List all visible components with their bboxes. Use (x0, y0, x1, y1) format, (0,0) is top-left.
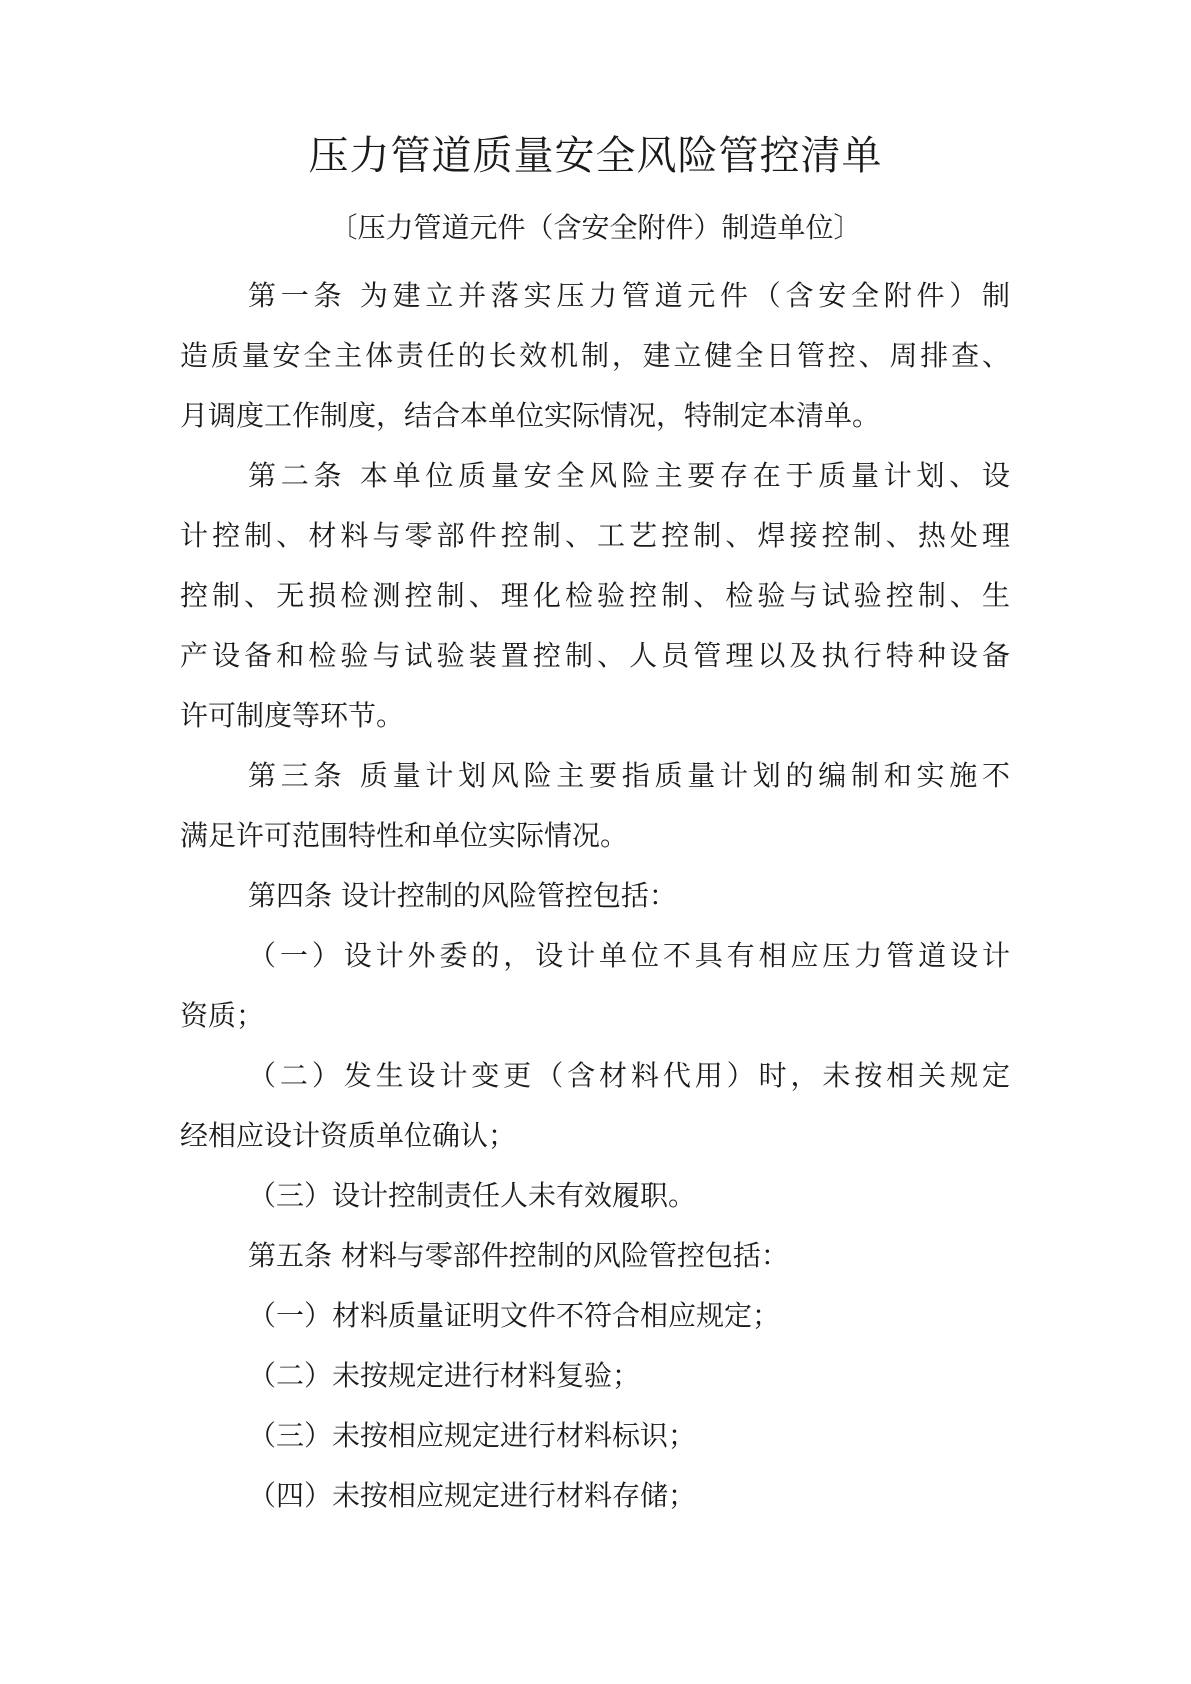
body-text-line: 控制、无损检测控制、理化检验控制、检验与试验控制、生 (180, 579, 1010, 612)
body-text-line: 满足许可范围特性和单位实际情况。 (180, 819, 629, 852)
body-text-line: 第一条 为建立并落实压力管道元件（含安全附件）制 (248, 279, 1010, 312)
body-text-line: （三）未按相应规定进行材料标识； (248, 1419, 697, 1452)
body-text-line: 经相应设计资质单位确认； (180, 1119, 517, 1152)
body-text-line: 资质； (180, 999, 265, 1032)
body-text-line: （二）发生设计变更（含材料代用）时，未按相关规定 (248, 1059, 1010, 1092)
body-text-line: 计控制、材料与零部件控制、工艺控制、焊接控制、热处理 (180, 519, 1010, 552)
body-text-line: （二）未按规定进行材料复验； (248, 1359, 641, 1392)
body-text-line: 月调度工作制度，结合本单位实际情况，特制定本清单。 (180, 399, 881, 432)
body-text-line: （一）设计外委的，设计单位不具有相应压力管道设计 (248, 939, 1010, 972)
document-title: 压力管道质量安全风险管控清单 (308, 133, 883, 179)
body-text-line: （一）材料质量证明文件不符合相应规定； (248, 1299, 781, 1332)
body-text-line: 第二条 本单位质量安全风险主要存在于质量计划、设 (248, 459, 1010, 492)
document-subtitle: 〔压力管道元件（含安全附件）制造单位〕 (329, 211, 862, 244)
body-text-line: 第四条 设计控制的风险管控包括： (248, 879, 677, 912)
body-text-line: （三）设计控制责任人未有效履职。 (248, 1179, 697, 1212)
body-text-line: 许可制度等环节。 (180, 699, 405, 732)
body-text-line: （四）未按相应规定进行材料存储； (248, 1479, 697, 1512)
body-text-line: 造质量安全主体责任的长效机制，建立健全日管控、周排查、 (180, 339, 1010, 372)
body-text-line: 产设备和检验与试验装置控制、人员管理以及执行特种设备 (180, 639, 1010, 672)
body-text-line: 第三条 质量计划风险主要指质量计划的编制和实施不 (248, 759, 1010, 792)
body-text-line: 第五条 材料与零部件控制的风险管控包括： (248, 1239, 789, 1272)
document-body (180, 266, 1010, 1526)
